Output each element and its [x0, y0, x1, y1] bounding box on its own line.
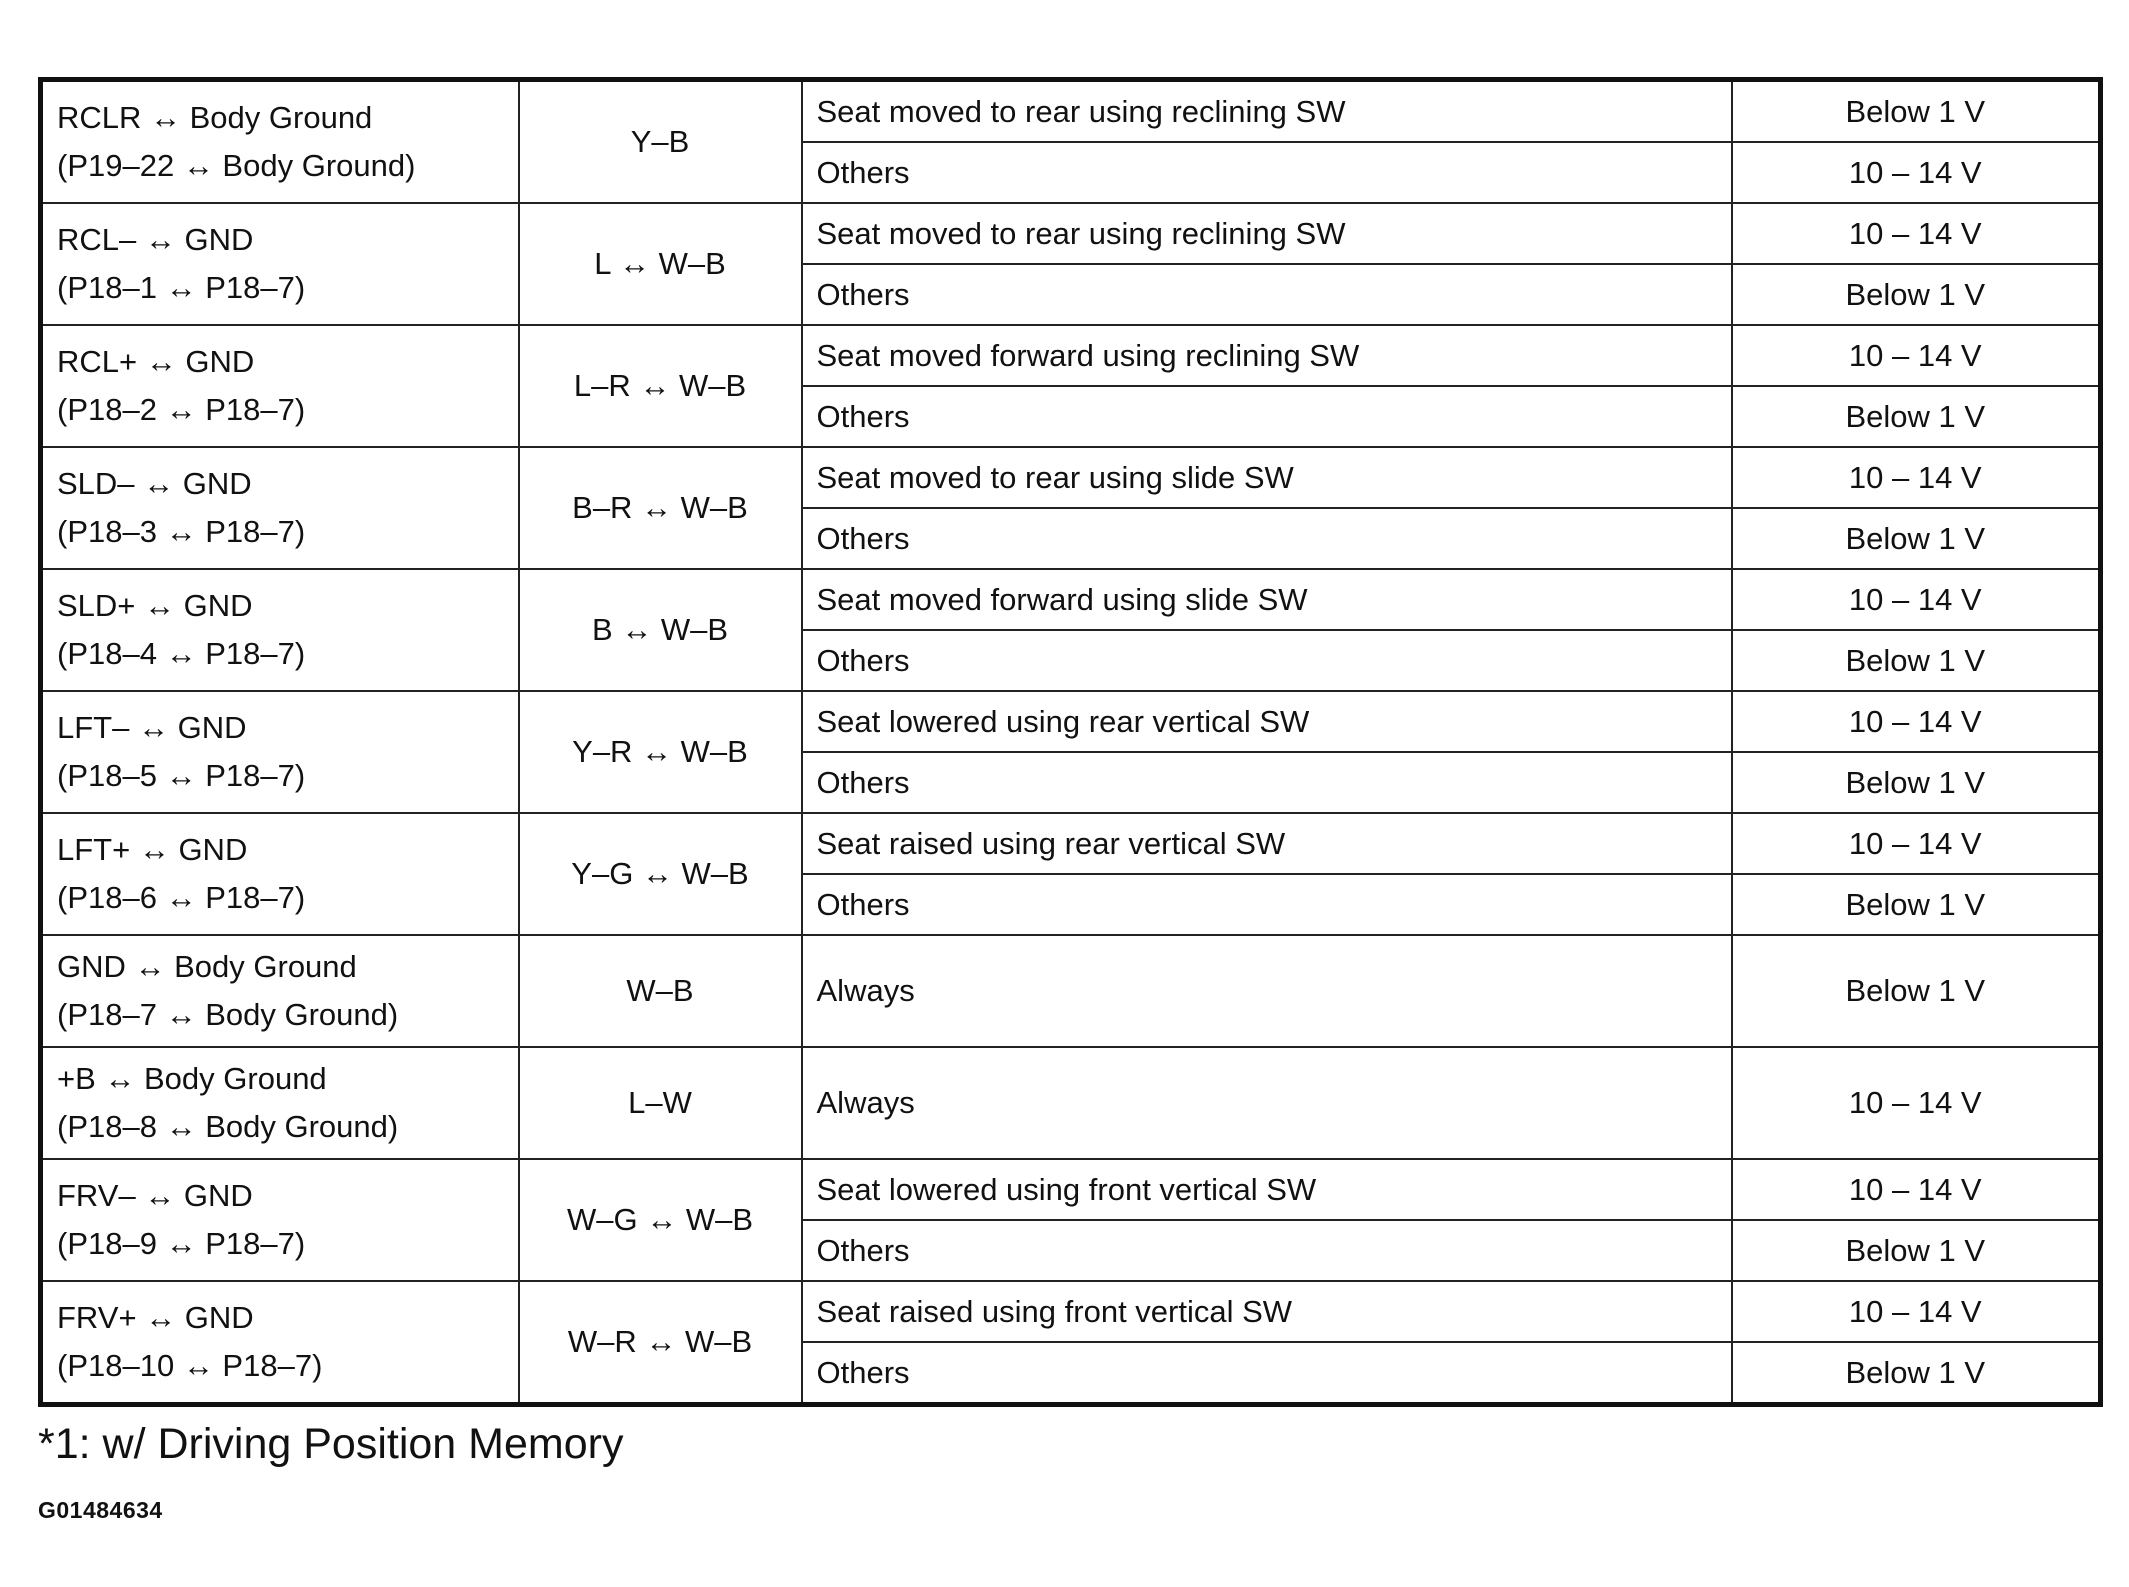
spec-cell: Below 1 V [1732, 508, 2101, 569]
table-row [41, 1159, 2101, 1220]
spec-cell: 10 – 14 V [1732, 1047, 2101, 1159]
wire-color-cell: B–R ↔ W–B [519, 447, 802, 569]
condition-cell: Others [802, 874, 1732, 935]
condition-cell: Others [802, 386, 1732, 447]
spec-cell: Below 1 V [1732, 264, 2101, 325]
terminal-pins: (P18–6 ↔ P18–7) [57, 880, 306, 915]
terminal-cell [41, 325, 519, 447]
terminal-spec-table [38, 77, 2103, 1407]
spec-cell: 10 – 14 V [1732, 1159, 2101, 1220]
spec-cell: Below 1 V [1732, 630, 2101, 691]
spec-cell: Below 1 V [1732, 80, 2101, 143]
spec-table-body [41, 80, 2101, 1405]
spec-cell: 10 – 14 V [1732, 569, 2101, 630]
condition-cell: Others [802, 264, 1732, 325]
terminal-pins: (P18–8 ↔ Body Ground) [57, 1109, 399, 1144]
table-row [41, 325, 2101, 386]
terminal-name: SLD+ ↔ GND [57, 588, 253, 623]
table-row [41, 1047, 2101, 1159]
wire-color-cell: B ↔ W–B [519, 569, 802, 691]
table-row [41, 203, 2101, 264]
terminal-pins: (P18–7 ↔ Body Ground) [57, 997, 399, 1032]
spec-cell: 10 – 14 V [1732, 447, 2101, 508]
terminal-pins: (P18–9 ↔ P18–7) [57, 1226, 306, 1261]
condition-cell: Always [802, 935, 1732, 1047]
condition-cell: Seat moved to rear using slide SW [802, 447, 1732, 508]
condition-cell: Seat raised using front vertical SW [802, 1281, 1732, 1342]
condition-cell: Seat moved forward using slide SW [802, 569, 1732, 630]
wire-color-cell: L–W [519, 1047, 802, 1159]
spec-cell: 10 – 14 V [1732, 325, 2101, 386]
spec-cell: Below 1 V [1732, 1342, 2101, 1405]
terminal-pins: (P18–3 ↔ P18–7) [57, 514, 306, 549]
wire-color-cell: Y–R ↔ W–B [519, 691, 802, 813]
terminal-name: +B ↔ Body Ground [57, 1061, 327, 1096]
terminal-cell [41, 691, 519, 813]
wire-color-cell: W–R ↔ W–B [519, 1281, 802, 1405]
condition-cell: Others [802, 1220, 1732, 1281]
terminal-pins: (P18–4 ↔ P18–7) [57, 636, 306, 671]
figure-id: G01484634 [38, 1497, 163, 1523]
terminal-cell [41, 203, 519, 325]
condition-cell: Others [802, 1342, 1732, 1405]
spec-cell: 10 – 14 V [1732, 691, 2101, 752]
wire-color-cell: Y–B [519, 80, 802, 204]
terminal-pins: (P18–5 ↔ P18–7) [57, 758, 306, 793]
table-row [41, 813, 2101, 874]
terminal-cell [41, 1281, 519, 1405]
table-row [41, 447, 2101, 508]
spec-cell: Below 1 V [1732, 752, 2101, 813]
terminal-pins: (P18–2 ↔ P18–7) [57, 392, 306, 427]
condition-cell: Always [802, 1047, 1732, 1159]
condition-cell: Others [802, 142, 1732, 203]
spec-cell: 10 – 14 V [1732, 142, 2101, 203]
table-row [41, 1281, 2101, 1342]
condition-cell: Seat moved forward using reclining SW [802, 325, 1732, 386]
terminal-cell [41, 1047, 519, 1159]
terminal-cell [41, 447, 519, 569]
terminal-name: FRV– ↔ GND [57, 1178, 253, 1213]
terminal-pins: (P18–1 ↔ P18–7) [57, 270, 306, 305]
table-row [41, 935, 2101, 1047]
condition-cell: Seat lowered using rear vertical SW [802, 691, 1732, 752]
table-row [41, 569, 2101, 630]
terminal-cell [41, 80, 519, 204]
terminal-cell [41, 1159, 519, 1281]
table-row [41, 691, 2101, 752]
terminal-name: LFT+ ↔ GND [57, 832, 248, 867]
spec-cell: Below 1 V [1732, 935, 2101, 1047]
terminal-name: RCLR ↔ Body Ground [57, 100, 373, 135]
terminal-cell [41, 813, 519, 935]
spec-cell: Below 1 V [1732, 874, 2101, 935]
terminal-cell [41, 935, 519, 1047]
footnote: *1: w/ Driving Position Memory [38, 1420, 624, 1468]
spec-cell: Below 1 V [1732, 386, 2101, 447]
terminal-cell [41, 569, 519, 691]
condition-cell: Others [802, 630, 1732, 691]
table-row [41, 80, 2101, 143]
spec-cell: 10 – 14 V [1732, 1281, 2101, 1342]
terminal-name: FRV+ ↔ GND [57, 1300, 254, 1335]
condition-cell: Seat raised using rear vertical SW [802, 813, 1732, 874]
wire-color-cell: W–G ↔ W–B [519, 1159, 802, 1281]
condition-cell: Others [802, 508, 1732, 569]
spec-cell: Below 1 V [1732, 1220, 2101, 1281]
spec-cell: 10 – 14 V [1732, 813, 2101, 874]
terminal-pins: (P18–10 ↔ P18–7) [57, 1348, 323, 1383]
wire-color-cell: L–R ↔ W–B [519, 325, 802, 447]
terminal-name: GND ↔ Body Ground [57, 949, 357, 984]
condition-cell: Seat lowered using front vertical SW [802, 1159, 1732, 1220]
condition-cell: Seat moved to rear using reclining SW [802, 80, 1732, 143]
condition-cell: Others [802, 752, 1732, 813]
condition-cell: Seat moved to rear using reclining SW [802, 203, 1732, 264]
wire-color-cell: W–B [519, 935, 802, 1047]
terminal-name: RCL+ ↔ GND [57, 344, 255, 379]
terminal-pins: (P19–22 ↔ Body Ground) [57, 148, 416, 183]
spec-cell: 10 – 14 V [1732, 203, 2101, 264]
terminal-name: SLD– ↔ GND [57, 466, 252, 501]
terminal-name: RCL– ↔ GND [57, 222, 254, 257]
wire-color-cell: L ↔ W–B [519, 203, 802, 325]
wire-color-cell: Y–G ↔ W–B [519, 813, 802, 935]
terminal-name: LFT– ↔ GND [57, 710, 247, 745]
